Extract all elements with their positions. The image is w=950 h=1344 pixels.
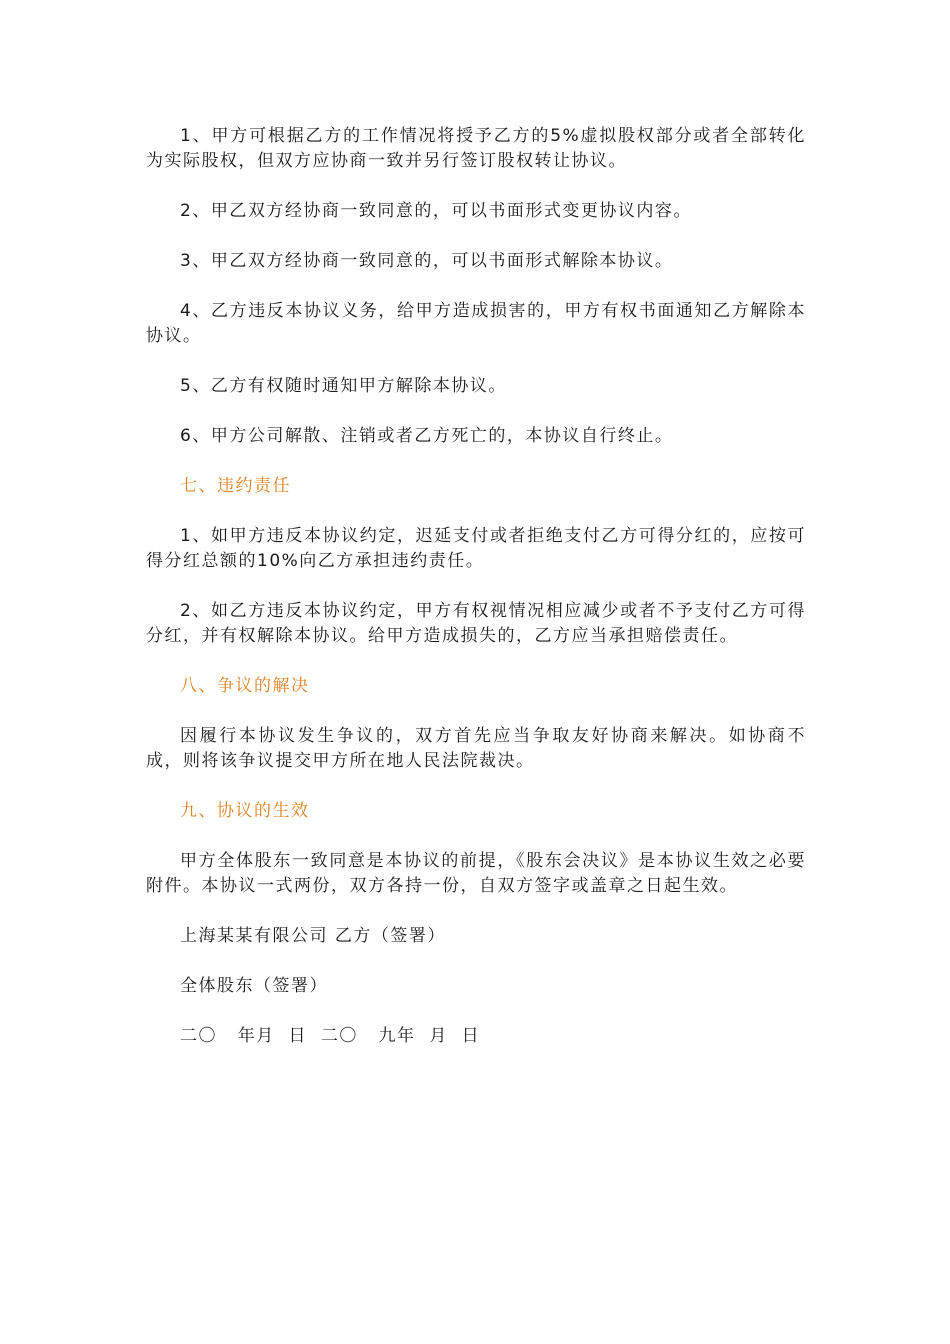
clause-3: 3、甲乙双方经协商一致同意的，可以书面形式解除本协议。 — [180, 251, 674, 271]
section-heading-dispute-resolution: 八、争议的解决 — [180, 676, 310, 696]
section-heading-breach-liability: 七、违约责任 — [180, 476, 291, 496]
signature-line-company: 上海某某有限公司 乙方（签署） — [180, 926, 446, 946]
clause-5: 5、乙方有权随时通知甲方解除本协议。 — [180, 376, 507, 396]
clause-6: 6、甲方公司解散、注销或者乙方死亡的，本协议自行终止。 — [180, 426, 674, 446]
clause-1: 1、甲方可根据乙方的工作情况将授予乙方的5%虚拟股权部分或者全部转化为实际股权，但双方应协商一致并另行签订股权转让协议。 — [146, 126, 806, 171]
breach-clause-2: 2、如乙方违反本协议约定，甲方有权视情况相应减少或者不予支付乙方可得分红，并有权解除本协议。给甲方造成损失的，乙方应当承担赔偿责任。 — [146, 601, 806, 646]
document-page — [146, 124, 806, 1074]
effectiveness-text: 甲方全体股东一致同意是本协议的前提，《股东会决议》是本协议生效之必要附件。本协议一式两份，双方各持一份，自双方签字或盖章之日起生效。 — [146, 851, 806, 896]
section-heading-effectiveness: 九、协议的生效 — [180, 801, 310, 821]
dispute-resolution-text: 因履行本协议发生争议的，双方首先应当争取友好协商来解决。如协商不成，则将该争议提交甲方所在地人民法院裁决。 — [146, 726, 806, 771]
breach-clause-1: 1、如甲方违反本协议约定，迟延支付或者拒绝支付乙方可得分红的，应按可得分红总额的10%向乙方承担违约责任。 — [146, 526, 806, 571]
signature-line-dates: 二〇 年月 日 二〇 九年 月 日 — [180, 1026, 481, 1046]
clause-4: 4、乙方违反本协议义务，给甲方造成损害的，甲方有权书面通知乙方解除本协议。 — [146, 301, 806, 346]
signature-line-shareholders: 全体股东（签署） — [180, 976, 328, 996]
clause-2: 2、甲乙双方经协商一致同意的，可以书面形式变更协议内容。 — [180, 201, 692, 221]
